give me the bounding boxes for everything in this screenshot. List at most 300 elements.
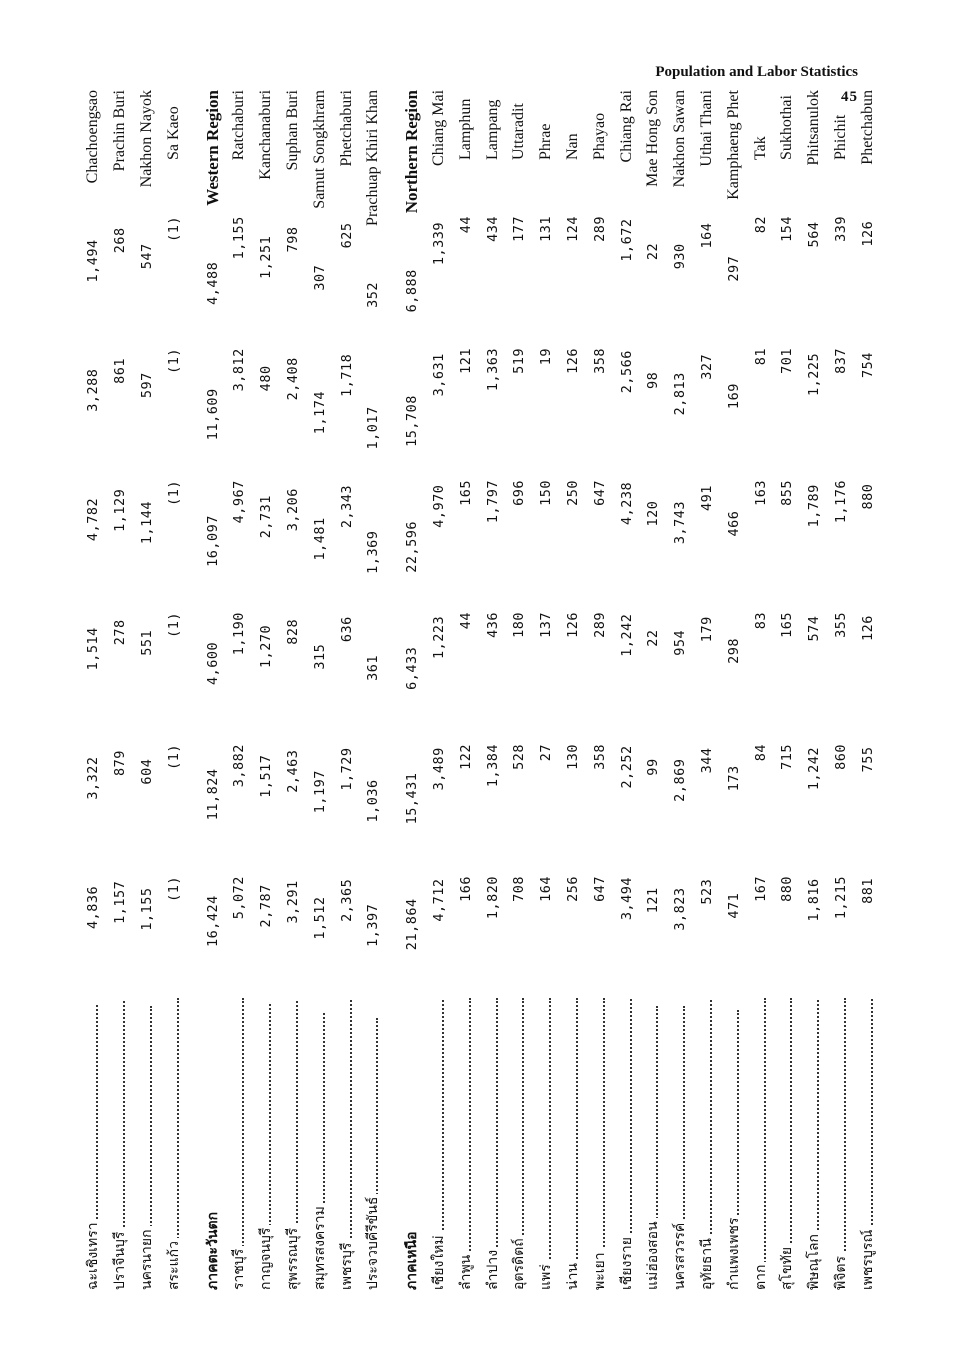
value-cell: 1,789 xyxy=(806,484,823,528)
value-cell: 2,343 xyxy=(338,484,355,529)
value-cell: 1,397 xyxy=(365,903,382,947)
thai-name-cell xyxy=(336,992,358,1290)
english-name: Samut Songkhram xyxy=(310,90,328,209)
value-cell: 2,566 xyxy=(618,350,635,394)
value-cell: 98 xyxy=(645,371,662,390)
table-row xyxy=(640,90,667,1290)
value-cell: 1,820 xyxy=(484,876,501,920)
value-cell: 1,369 xyxy=(365,530,382,574)
value-cell: 547 xyxy=(138,243,155,270)
value-cell: 167 xyxy=(752,876,769,902)
thai-name-cell xyxy=(109,993,131,1290)
table-row xyxy=(854,90,881,1290)
leader-dots xyxy=(469,998,471,1290)
value-cell: 126 xyxy=(564,348,581,374)
english-name: Phrae xyxy=(537,123,555,160)
thai-name-cell xyxy=(776,990,798,1290)
value-cell: 3,823 xyxy=(672,887,689,931)
thai-name-cell xyxy=(830,990,852,1290)
thai-name-cell xyxy=(696,992,718,1290)
value-cell: 2,463 xyxy=(284,749,301,793)
value-cell: 81 xyxy=(752,348,769,366)
value-cell: 1,036 xyxy=(365,779,382,823)
thai-name-cell xyxy=(589,990,611,1290)
value-cell: 1,157 xyxy=(112,880,129,924)
thai-name-cell xyxy=(535,990,557,1290)
table-row xyxy=(586,90,613,1290)
value-cell: 1,816 xyxy=(806,878,823,922)
value-cell: 1,197 xyxy=(311,770,328,814)
thai-name-cell xyxy=(562,990,584,1290)
value-cell: 4,238 xyxy=(618,481,635,526)
english-name: Western Region xyxy=(202,90,222,206)
value-cell: 523 xyxy=(698,878,715,905)
table-row xyxy=(506,90,533,1290)
english-name: Phetchabun xyxy=(858,90,876,165)
english-name: Nakhon Sawan xyxy=(671,90,689,188)
thai-name: พิจิตร xyxy=(833,1253,849,1290)
value-cell: 519 xyxy=(511,348,528,374)
english-name: Prachin Buri xyxy=(111,90,129,172)
value-cell: 1,251 xyxy=(258,235,275,279)
value-cell: 120 xyxy=(645,500,662,527)
thai-name: สระแก้ว xyxy=(166,1238,182,1290)
thai-name-cell xyxy=(455,990,477,1290)
value-cell: 754 xyxy=(859,352,876,379)
value-cell: 3,288 xyxy=(85,368,102,412)
value-cell: 471 xyxy=(725,892,742,919)
value-cell: 1,144 xyxy=(138,501,155,545)
value-cell: 1,797 xyxy=(484,480,501,524)
value-cell: (1) xyxy=(165,480,182,506)
english-name: Lampang xyxy=(483,99,501,160)
value-cell: 5,072 xyxy=(231,876,248,920)
thai-name: กำแพงเพชร xyxy=(726,1215,742,1290)
thai-name: ตาก xyxy=(753,1262,769,1290)
value-cell: 83 xyxy=(752,612,769,630)
value-cell: 15,708 xyxy=(404,395,421,447)
value-cell: 44 xyxy=(457,612,474,630)
value-cell: 3,882 xyxy=(231,744,248,788)
value-cell: 15,431 xyxy=(404,772,421,825)
value-cell: 327 xyxy=(698,353,715,380)
thai-name: อุทัยธานี xyxy=(699,1235,715,1290)
value-cell: 82 xyxy=(752,216,769,234)
table-row xyxy=(613,90,640,1290)
value-cell: 1,494 xyxy=(85,239,102,283)
value-cell: 165 xyxy=(457,480,474,506)
thai-name-cell xyxy=(508,990,530,1290)
value-cell: 708 xyxy=(511,876,528,902)
value-cell: 3,291 xyxy=(284,880,301,924)
value-cell: (1) xyxy=(165,612,182,638)
table-row xyxy=(253,90,280,1290)
thai-name-cell xyxy=(642,998,664,1290)
value-cell: 881 xyxy=(859,877,876,904)
english-name: Sa Kaeo xyxy=(164,106,182,160)
value-cell: 177 xyxy=(511,216,528,242)
value-cell: 715 xyxy=(779,744,796,770)
thai-name-cell xyxy=(255,996,277,1290)
value-cell: 930 xyxy=(672,243,689,270)
value-cell: 860 xyxy=(832,744,849,770)
thai-name: กาญจนบุรี xyxy=(258,1225,274,1290)
thai-name-cell xyxy=(163,990,185,1290)
value-cell: 4,488 xyxy=(204,261,221,305)
value-cell: 1,270 xyxy=(258,624,275,668)
value-cell: 574 xyxy=(806,615,823,642)
value-cell: 1,174 xyxy=(311,391,328,435)
value-cell: 126 xyxy=(564,612,581,638)
value-cell: 150 xyxy=(538,480,555,506)
table-row xyxy=(306,90,333,1290)
english-name: Phayao xyxy=(590,112,608,160)
thai-name: เชียงใหม่ xyxy=(431,1232,447,1290)
thai-name-cell xyxy=(857,991,879,1290)
table-row xyxy=(280,90,307,1290)
thai-name-cell xyxy=(750,990,772,1290)
thai-name-cell xyxy=(482,990,504,1290)
value-cell: 22 xyxy=(645,242,662,261)
value-cell: 2,787 xyxy=(258,884,275,928)
value-cell: 828 xyxy=(284,618,301,645)
value-cell: 99 xyxy=(645,758,662,776)
value-cell: 3,812 xyxy=(231,348,248,392)
value-cell: 880 xyxy=(859,483,876,510)
value-cell: 2,813 xyxy=(672,372,689,416)
english-name: Nan xyxy=(563,133,581,160)
value-cell: 44 xyxy=(457,216,474,234)
thai-name-cell xyxy=(282,993,304,1290)
english-name: Chiang Mai xyxy=(429,89,447,166)
value-cell: 696 xyxy=(511,480,528,506)
table-row xyxy=(667,90,694,1290)
value-cell: 855 xyxy=(779,480,796,506)
value-cell: 2,365 xyxy=(338,878,355,922)
value-cell: 597 xyxy=(138,372,155,399)
region-row xyxy=(399,90,426,1290)
value-cell: 604 xyxy=(138,758,155,785)
english-name: Phetchaburi xyxy=(337,90,355,167)
value-cell: 1,223 xyxy=(430,615,447,660)
value-cell: 11,824 xyxy=(204,768,221,821)
value-cell: 163 xyxy=(752,480,769,506)
rotated-table-container xyxy=(80,90,880,1290)
value-cell: 16,424 xyxy=(204,895,221,947)
value-cell: 837 xyxy=(832,348,849,374)
thai-name-cell xyxy=(669,998,691,1290)
header-title: Population and Labor Statistics xyxy=(655,64,858,80)
thai-name: ปราจีนบุรี xyxy=(112,1229,128,1290)
value-cell: 22,596 xyxy=(404,520,421,573)
value-cell: 289 xyxy=(591,216,608,242)
value-cell: 1,363 xyxy=(484,348,501,392)
english-name: Kanchanaburi xyxy=(257,89,275,180)
value-cell: 636 xyxy=(338,616,355,643)
value-cell: 1,215 xyxy=(832,876,849,920)
value-cell: 124 xyxy=(564,216,581,242)
value-cell: 1,672 xyxy=(618,218,635,262)
value-cell: 164 xyxy=(538,876,555,902)
leader-dots xyxy=(549,998,551,1290)
value-cell: 4,600 xyxy=(204,641,221,685)
thai-name-cell xyxy=(428,992,450,1290)
value-cell: 625 xyxy=(338,222,355,249)
value-cell: 528 xyxy=(511,744,528,770)
value-cell: 173 xyxy=(725,765,742,792)
value-cell: 1,384 xyxy=(484,744,501,788)
value-cell: 434 xyxy=(484,216,501,242)
value-cell: 315 xyxy=(311,643,328,670)
value-cell: 19 xyxy=(538,348,555,366)
english-name: Prachuap Khiri Khan xyxy=(364,89,382,226)
value-cell: 4,967 xyxy=(231,480,248,524)
thai-name: แม่ฮ่องสอน xyxy=(645,1218,661,1290)
value-cell: 6,433 xyxy=(404,646,421,690)
english-name: Uthai Thani xyxy=(697,90,715,167)
value-cell: 126 xyxy=(859,220,876,247)
value-cell: 339 xyxy=(832,216,849,242)
value-cell: (1) xyxy=(165,744,182,770)
thai-name-cell xyxy=(309,1005,331,1290)
thai-name: แพร่ xyxy=(538,1261,554,1290)
value-cell: 2,869 xyxy=(672,758,689,802)
thai-name-cell xyxy=(228,990,250,1290)
value-cell: 268 xyxy=(112,227,129,254)
value-cell: 1,176 xyxy=(832,480,849,524)
thai-name: ราชบุรี xyxy=(231,1246,247,1290)
value-cell: 3,489 xyxy=(430,747,447,791)
value-cell: 4,970 xyxy=(430,484,447,528)
thai-name: พิษณุโลก xyxy=(806,1231,822,1290)
statistics-table xyxy=(80,89,876,1290)
leader-dots xyxy=(764,998,766,1290)
table-row xyxy=(801,90,828,1290)
thai-name: ลำพูน xyxy=(458,1252,474,1290)
value-cell: 1,729 xyxy=(338,747,355,791)
english-name: Chiang Rai xyxy=(617,90,635,163)
thai-name-cell xyxy=(723,1002,745,1290)
value-cell: 3,743 xyxy=(672,501,689,545)
value-cell: 2,252 xyxy=(618,745,635,789)
value-cell: 297 xyxy=(725,255,742,282)
value-cell: 250 xyxy=(564,480,581,506)
value-cell: 3,206 xyxy=(284,488,301,532)
value-cell: 1,242 xyxy=(806,746,823,791)
table-row xyxy=(720,90,747,1290)
thai-name: ภาคตะวันตก xyxy=(205,1209,221,1290)
value-cell: 27 xyxy=(538,744,555,762)
table-row xyxy=(226,90,253,1290)
english-name: Suphan Buri xyxy=(283,90,301,171)
leader-dots xyxy=(844,998,846,1290)
thai-name: ลำปาง xyxy=(485,1247,501,1290)
thai-name: นครนายก xyxy=(139,1226,155,1290)
value-cell: 11,609 xyxy=(204,388,221,441)
value-cell: 4,712 xyxy=(430,878,447,922)
table-row xyxy=(479,90,506,1290)
page-number: 45 xyxy=(841,89,858,105)
table-row xyxy=(333,90,360,1290)
value-cell: 126 xyxy=(859,615,876,641)
value-cell: 4,782 xyxy=(85,497,102,542)
value-cell: 21,864 xyxy=(404,898,421,951)
value-cell: 1,225 xyxy=(806,352,823,397)
thai-name: สุโขทัย xyxy=(779,1244,795,1290)
value-cell: 154 xyxy=(779,216,796,242)
thai-name-cell xyxy=(202,1004,224,1290)
leader-dots xyxy=(603,998,605,1290)
value-cell: 551 xyxy=(138,629,155,656)
table-row xyxy=(774,90,801,1290)
thai-name-cell xyxy=(616,991,638,1290)
thai-name: เพชรบูรณ์ xyxy=(860,1227,876,1290)
table-row xyxy=(452,90,479,1290)
english-name: Chachoengsao xyxy=(84,90,102,184)
value-cell: 1,718 xyxy=(338,353,355,397)
thai-name: ประจวบคีรีขันธ์ xyxy=(365,1194,381,1290)
value-cell: 798 xyxy=(284,226,301,253)
value-cell: 358 xyxy=(591,348,608,374)
value-cell: 121 xyxy=(457,348,474,374)
thai-name: ภาคเหนือ xyxy=(404,1229,420,1290)
table-row xyxy=(533,90,560,1290)
value-cell: 1,517 xyxy=(258,754,275,798)
value-cell: 344 xyxy=(698,747,715,774)
table-row xyxy=(560,90,587,1290)
leader-dots xyxy=(576,998,578,1290)
value-cell: 169 xyxy=(725,383,742,410)
thai-name: น่าน xyxy=(565,1260,581,1290)
value-cell: 954 xyxy=(672,629,689,656)
table-row xyxy=(828,90,855,1290)
table-row xyxy=(747,90,774,1290)
value-cell: 647 xyxy=(591,876,608,902)
value-cell: 122 xyxy=(457,744,474,770)
value-cell: 755 xyxy=(859,746,876,773)
table-row xyxy=(160,90,187,1290)
table-row xyxy=(694,90,721,1290)
value-cell: 1,512 xyxy=(311,896,328,940)
table-row xyxy=(426,90,453,1290)
value-cell: 564 xyxy=(806,221,823,248)
value-cell: 22 xyxy=(645,629,662,647)
value-cell: 1,514 xyxy=(85,627,102,671)
value-cell: 2,408 xyxy=(284,357,301,401)
thai-name: ฉะเชิงเทรา xyxy=(85,1219,101,1290)
thai-name-cell xyxy=(362,1010,384,1290)
value-cell: 1,129 xyxy=(112,488,129,532)
thai-name: เชียงราย xyxy=(619,1234,635,1290)
value-cell: 3,494 xyxy=(618,877,635,921)
english-name: Nakhon Nayok xyxy=(137,90,155,188)
value-cell: 166 xyxy=(457,876,474,902)
value-cell: 278 xyxy=(112,619,129,646)
value-cell: (1) xyxy=(165,348,182,374)
thai-name: พะเยา xyxy=(592,1249,608,1290)
value-cell: 1,481 xyxy=(311,517,328,561)
value-cell: 16,097 xyxy=(204,515,221,567)
value-cell: (1) xyxy=(165,876,182,902)
table-row xyxy=(134,90,161,1290)
table-row xyxy=(107,90,134,1290)
value-cell: 352 xyxy=(365,281,382,308)
english-name: Phitsanulok xyxy=(805,89,823,166)
value-cell: 307 xyxy=(311,264,328,291)
value-cell: 2,731 xyxy=(258,495,275,539)
value-cell: 647 xyxy=(591,480,608,506)
value-cell: 436 xyxy=(484,612,501,638)
value-cell: 861 xyxy=(112,358,129,384)
english-name: Uttaradit xyxy=(510,103,528,160)
value-cell: 3,322 xyxy=(85,756,102,800)
value-cell: 1,242 xyxy=(618,613,635,657)
value-cell: 358 xyxy=(591,744,608,770)
value-cell: 1,017 xyxy=(365,406,382,450)
value-cell: 1,155 xyxy=(138,887,155,931)
value-cell: 130 xyxy=(564,744,581,770)
value-cell: 289 xyxy=(591,612,608,638)
value-cell: 701 xyxy=(779,348,796,374)
value-cell: 179 xyxy=(698,616,715,643)
english-name: Northern Region xyxy=(402,90,422,214)
thai-name: สมุทรสงคราม xyxy=(312,1203,328,1290)
value-cell: 480 xyxy=(258,365,275,392)
thai-name: สุพรรณบุรี xyxy=(285,1225,301,1290)
english-name: Kamphaeng Phet xyxy=(724,90,742,200)
thai-name: อุตรดิตถ์ xyxy=(511,1235,527,1290)
value-cell: 1,155 xyxy=(231,216,248,260)
value-cell: 137 xyxy=(538,612,555,638)
value-cell: 4,836 xyxy=(85,885,102,929)
value-cell: 164 xyxy=(698,222,715,249)
value-cell: 361 xyxy=(365,655,382,681)
english-name: Sukhothai xyxy=(778,95,796,160)
value-cell: 298 xyxy=(725,637,742,664)
value-cell: 84 xyxy=(752,744,769,762)
thai-name-cell xyxy=(401,1006,423,1290)
thai-name: เพชรบุรี xyxy=(339,1240,355,1290)
english-name: Tak xyxy=(751,136,769,160)
thai-name-cell xyxy=(803,992,825,1290)
value-cell: 466 xyxy=(725,510,742,537)
value-cell: 3,631 xyxy=(430,353,447,397)
english-name: Mae Hong Son xyxy=(644,89,662,187)
value-cell: 6,888 xyxy=(404,269,421,313)
thai-name-cell xyxy=(136,998,158,1290)
value-cell: 121 xyxy=(645,887,662,914)
value-cell: 1,339 xyxy=(430,221,447,266)
thai-name: นครสวรรค์ xyxy=(672,1220,688,1290)
table-row xyxy=(360,90,387,1290)
value-cell: 256 xyxy=(564,876,581,902)
value-cell: 880 xyxy=(779,876,796,902)
value-cell: 180 xyxy=(511,612,528,638)
value-cell: 879 xyxy=(112,750,129,776)
english-name: Phichit xyxy=(831,114,849,160)
value-cell: 355 xyxy=(832,612,849,638)
english-name: Ratchaburi xyxy=(230,90,248,161)
value-cell: 165 xyxy=(779,612,796,638)
region-row xyxy=(199,90,226,1290)
value-cell: (1) xyxy=(165,216,182,242)
value-cell: 1,190 xyxy=(231,612,248,656)
table-row xyxy=(80,90,107,1290)
english-name: Lamphun xyxy=(456,98,474,160)
value-cell: 491 xyxy=(698,485,715,511)
value-cell: 131 xyxy=(538,216,555,242)
thai-name-cell xyxy=(82,997,104,1290)
